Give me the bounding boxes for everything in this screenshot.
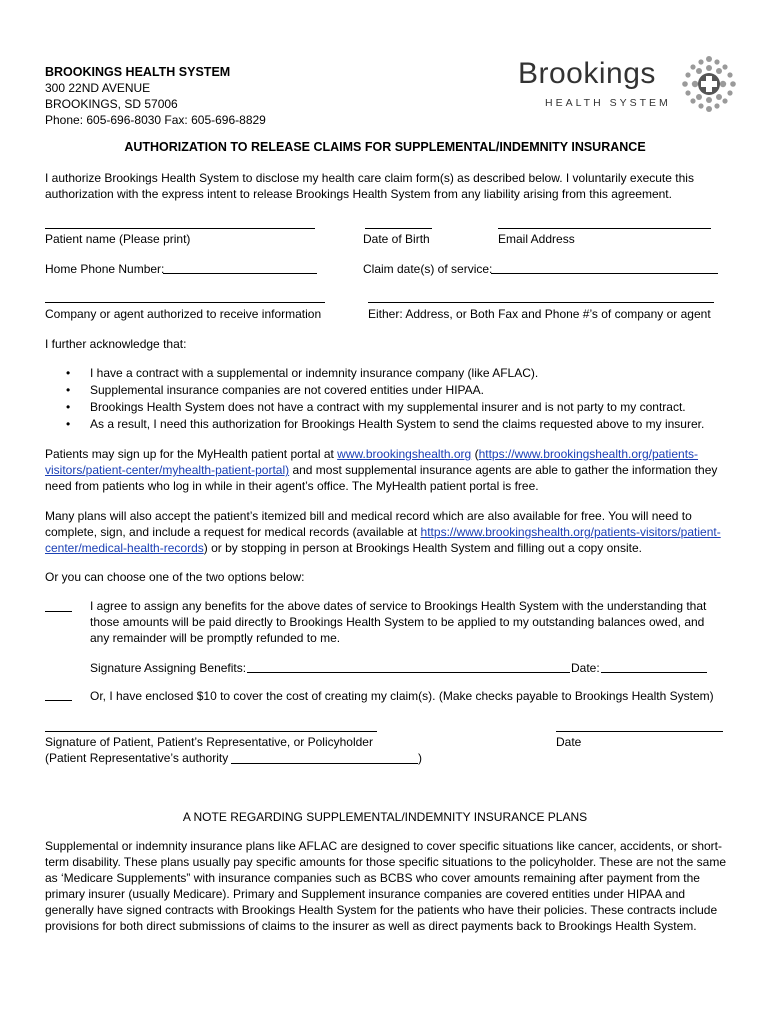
logo-wordmark: Brookings [518,57,656,90]
company-contact-line[interactable] [368,302,714,303]
option2-checkline[interactable] [45,700,72,701]
intro-paragraph: I authorize Brookings Health System to disclose my health care claim form(s) as described below. I voluntarily execute this authorization with the express intent to release Brookings Health System from any liability arising from this agreement. [45,171,694,201]
sig-assign-date-label: Date: [571,661,600,675]
option2-text: Or, I have enclosed $10 to cover the cost of creating my claim(s). (Make checks payable to Brookings Health System) [90,689,714,703]
email-label: Email Address [498,232,575,246]
list-item: • Brookings Health System does not have a contract with my supplemental insurer and is not party to my contract. [66,400,686,414]
patient-date-label: Date [556,735,582,749]
patient-name-label: Patient name (Please print) [45,232,191,246]
medical-records-link[interactable]: https://www.brookingshealth.org/patients-visitors/patient-center/medical-health-records [45,525,721,555]
org-address-2: BROOKINGS, SD 57006 [45,97,178,111]
company-contact-label: Either: Address, or Both Fax and Phone #’s of company or agent [368,307,711,321]
sig-assign-line[interactable] [247,672,570,673]
note-title: A NOTE REGARDING SUPPLEMENTAL/INDEMNITY INSURANCE PLANS [182,810,588,824]
home-phone-label: Home Phone Number: [45,262,165,276]
option1-text: I agree to assign any benefits for the above dates of service to Brookings Health System with the understanding that those amounts will be paid directly to Brookings Health System to be applied to my outstanding balances owed, and any remainder will be promptly refunded to me. [90,599,707,645]
options-intro: Or you can choose one of the two options below: [45,570,305,584]
org-address-1: 300 22ND AVENUE [45,81,151,95]
brookingshealth-link[interactable]: www.brookingshealth.org [337,447,472,461]
list-item: • I have a contract with a supplemental or indemnity insurance company (like AFLAC). [66,366,539,380]
patient-portal-link[interactable]: https://www.brookingshealth.org/patients-visitors/patient-center/myhealth-patient-portal) [45,447,699,477]
home-phone-line[interactable] [163,273,317,274]
acknowledge-list [66,366,746,434]
form-title: AUTHORIZATION TO RELEASE CLAIMS FOR SUPPLEMENTAL/INDEMNITY INSURANCE [124,140,646,154]
sig-assign-label: Signature Assigning Benefits: [90,661,247,675]
list-item: • Supplemental insurance companies are not covered entities under HIPAA. [66,383,485,397]
rep-authority-label: (Patient Representative’s authority [45,751,229,765]
claim-dates-label: Claim date(s) of service: [363,262,493,276]
brookings-logo [515,55,745,115]
org-name: BROOKINGS HEALTH SYSTEM [45,65,231,79]
portal-paragraph: Patients may sign up for the MyHealth patient portal at www.brookingshealth.org (https://www.brookingshealth.org/patients-visitors/patient-center/myhealth-patient-portal) and most supplemental insurance agents are able to gather the information they need from patients who log in while in their agent’s office. The MyHealth patient portal is free. [45,447,718,493]
dob-label: Date of Birth [363,232,430,246]
records-paragraph: Many plans will also accept the patient’s itemized bill and medical record which are also available for free. You will need to complete, sign, and include a request for medical records (available at https://www.brookingshealth.org/patients-visitors/patient-center/medical-health-records) or by stopping in person at Brookings Health System and filling out a copy onsite. [45,509,721,555]
claim-dates-line[interactable] [491,273,718,274]
email-line[interactable] [498,228,711,229]
note-body: Supplemental or indemnity insurance plans like AFLAC are designed to cover specific situations like cancer, accidents, or short-term disability. These plans usually pay specific amounts for those specific situations to the policyholder. These are not the same as ‘Medicare Supplements” with insurance companies such as BCBS who cover amounts remaining after payment from the primary insurer (usually Medicare). Primary and Supplement insurance companies are covered entities under HIPAA and generally have signed contracts with Brookings Health System for the patients who have their policies. These contracts include provisions for both direct submissions of claims to the insurer as well as direct payments back to Brookings Health System. [45,839,727,933]
patient-signature-label: Signature of Patient, Patient’s Representative, or Policyholder [45,735,373,749]
sig-assign-date-line[interactable] [601,672,707,673]
option1-checkline[interactable] [45,611,72,612]
acknowledge-heading: I further acknowledge that: [45,337,187,351]
org-phone: Phone: 605-696-8030 Fax: 605-696-8829 [45,113,266,127]
patient-name-line[interactable] [45,228,315,229]
dob-line[interactable] [365,228,432,229]
rep-authority-line[interactable] [231,763,418,764]
patient-date-line[interactable] [556,731,723,732]
medical-cross-icon [679,55,739,115]
company-label: Company or agent authorized to receive information [45,307,322,321]
rep-authority-close: ) [418,751,422,765]
company-line[interactable] [45,302,325,303]
list-item: • As a result, I need this authorization for Brookings Health System to send the claims requested above to my insurer. [66,417,705,431]
patient-signature-line[interactable] [45,731,377,732]
logo-subtitle: HEALTH SYSTEM [545,97,671,109]
